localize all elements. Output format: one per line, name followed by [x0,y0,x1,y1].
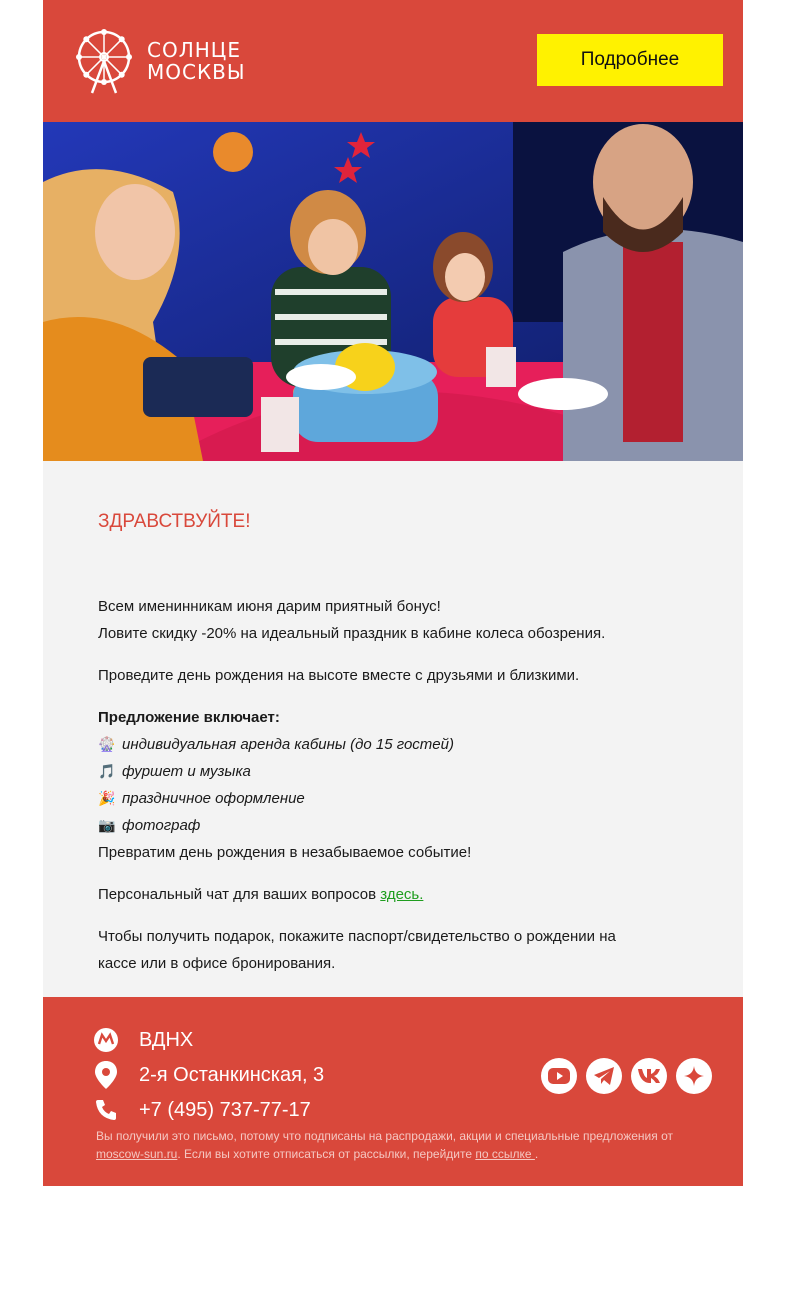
offer-item-text: фотограф [122,817,201,834]
site-link[interactable]: moscow-sun.ru [96,1147,178,1161]
metro-icon [93,1027,119,1053]
phone-number[interactable]: +7 (495) 737-77-17 [139,1098,311,1121]
unsubscribe-link[interactable]: по ссылке [475,1147,535,1161]
logo-line-1: СОЛНЦЕ [147,38,241,62]
header [43,0,743,122]
camera-icon: 📷 [98,817,116,833]
chat-text: Персональный чат для ваших вопросов [98,886,381,903]
telegram-icon[interactable] [586,1058,622,1094]
greeting: ЗДРАВСТВУЙТЕ! [98,511,251,532]
party-popper-icon: 🎉 [98,790,116,806]
celebrate-paragraph: Проведите день рождения на высоте вместе с друзьями и близкими. [98,667,580,684]
offer-closing: Превратим день рождения в незабываемое событие! [98,844,472,861]
intro-line-1: Всем именинникам июня дарим приятный бонус! [98,598,441,615]
footer [43,997,743,1186]
star-icon[interactable] [676,1058,712,1094]
chat-paragraph [98,881,688,908]
legal-text-2: . Если вы хотите отписаться от рассылки, перейдите [177,1147,476,1161]
intro-line-2: Ловите скидку -20% на идеальный праздник в кабине колеса обозрения. [98,625,606,642]
offer-item-text: праздничное оформление [122,790,305,807]
phone-icon [93,1097,119,1123]
logo[interactable] [73,27,253,95]
offer-title: Предложение включает: [98,709,280,726]
address: 2-я Останкинская, 3 [139,1063,325,1086]
location-pin-icon [93,1062,119,1088]
email-container [43,0,743,1186]
ferris-wheel-icon: 🎡 [98,736,116,752]
youtube-icon[interactable] [541,1058,577,1094]
ferris-wheel-logo-icon [73,27,135,95]
intro-paragraph [98,593,688,647]
gift-paragraph: Чтобы получить подарок, покажите паспорт/свидетельство о рождении на кассе или в офисе бронирования. [98,928,616,972]
offer-block [98,704,688,866]
logo-text [147,39,246,83]
message-body [43,461,743,997]
offer-item [98,785,688,812]
social-links [541,1058,712,1094]
phone-row [93,1097,311,1123]
hero-image [43,122,743,461]
offer-item [98,731,688,758]
vk-icon[interactable] [631,1058,667,1094]
offer-item-text: индивидуальная аренда кабины (до 15 гостей) [122,736,454,753]
legal-text-end: . [534,1147,539,1161]
offer-item [98,758,688,785]
chat-link[interactable]: здесь. [380,886,424,903]
music-note-icon: 🎵 [98,763,116,779]
legal-notice [96,1127,686,1163]
address-row [93,1062,324,1088]
details-button[interactable]: Подробнее [537,34,723,86]
metro-station: ВДНХ [139,1028,194,1051]
offer-item [98,812,688,839]
legal-text-1: Вы получили это письмо, потому что подписаны на распродажи, акции и специальные предложения от [96,1129,673,1143]
logo-line-2: МОСКВЫ [147,60,246,84]
offer-item-text: фуршет и музыка [122,763,251,780]
metro-row [93,1027,193,1053]
